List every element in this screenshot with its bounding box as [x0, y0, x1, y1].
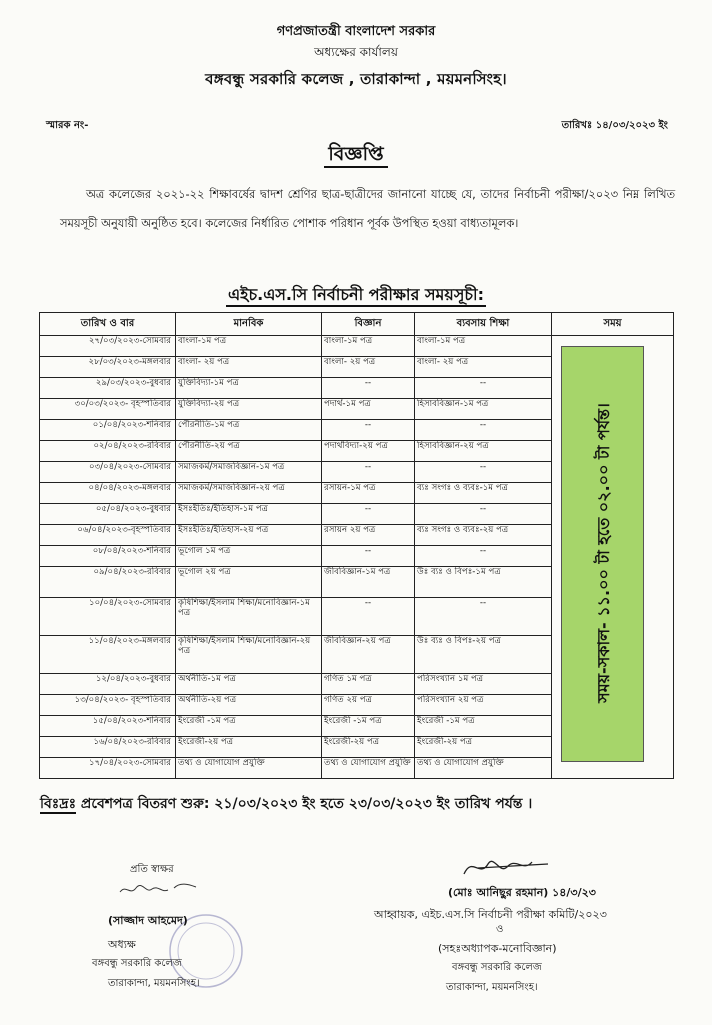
principal-role: অধ্যক্ষ	[108, 938, 136, 951]
principal-name: (সাজ্জাদ আহমেদ)	[108, 914, 188, 927]
cell-humanities: ইসঃইতিঃ/ইতিহাস-২য় পত্র	[176, 525, 322, 546]
cell-date: ২৯/০৩/২০২৩-বুধবার	[40, 378, 176, 399]
convener-role: আহ্বায়ক, এইচ.এস.সি নির্বাচনী পরীক্ষা কমিটি/২০২৩	[374, 908, 607, 921]
cell-science: --	[322, 420, 415, 441]
exam-time-text: সময়-সকাল- ১১.০০ টা হতে ০২.০০ টা পর্যন্ত।	[594, 403, 613, 703]
cell-date: ১৭/০৪/২০২৩-সোমবার	[40, 758, 176, 779]
cell-humanities: সমাজকর্ম/সমাজবিজ্ঞান-২য় পত্র	[176, 483, 322, 504]
cell-business: বাংলা- ২য় পত্র	[415, 357, 552, 378]
cell-business: --	[415, 378, 552, 399]
convener-place: তারাকান্দা, ময়মনসিংহ।	[446, 982, 538, 993]
cell-science: পদার্থবিদ্যা-২য় পত্র	[322, 441, 415, 462]
header-time: সময়	[552, 313, 674, 336]
cell-humanities: ইংরেজী-২য় পত্র	[176, 737, 322, 758]
convener-conjunction: ও	[496, 924, 504, 935]
header-date: তারিখ ও বার	[40, 313, 176, 336]
cell-business: ব্যঃ সংগঃ ও ব্যবঃ-১ম পত্র	[415, 483, 552, 504]
cell-business: --	[415, 462, 552, 483]
cell-business: --	[415, 598, 552, 636]
cell-date: ৩০/০৩/২০২৩- বৃহস্পতিবার	[40, 399, 176, 420]
cell-humanities: ইসঃইতিঃ/ইতিহাস-১ম পত্র	[176, 504, 322, 525]
cell-science: গণিত ১ম পত্র	[322, 674, 415, 695]
cell-date: ০৪/০৪/২০২৩-মঙ্গলবার	[40, 483, 176, 504]
cell-date: ২৮/০৩/২০২৩-মঙ্গলবার	[40, 357, 176, 378]
issue-date: তারিখঃ ১৪/০৩/২০২৩ ইং	[561, 120, 668, 131]
cell-business: তথ্য ও যোগাযোগ প্রযুক্তি	[415, 758, 552, 779]
convener-college: বঙ্গবন্ধু সরকারি কলেজ	[452, 962, 542, 973]
cell-science: রসায়ন-১ম পত্র	[322, 483, 415, 504]
footnote	[40, 792, 532, 816]
header-science: বিজ্ঞান	[322, 313, 415, 336]
schedule-title-text: এইচ.এস.সি নির্বাচনী পরীক্ষার সময়সূচী:	[226, 285, 486, 307]
cell-science: রসায়ন ২য় পত্র	[322, 525, 415, 546]
notice-title	[0, 140, 712, 172]
cell-science: জীববিজ্ঞান-১ম পত্র	[322, 567, 415, 598]
principal-signature	[118, 878, 198, 900]
cell-date: ০৩/০৪/২০২৩-সোমবার	[40, 462, 176, 483]
cell-business: ইংরেজী-২য় পত্র	[415, 737, 552, 758]
cell-science: ইংরেজী-২য় পত্র	[322, 737, 415, 758]
cell-humanities: অর্থনীতি-১ম পত্র	[176, 674, 322, 695]
cell-humanities: সমাজকর্ম/সমাজবিজ্ঞান-১ম পত্র	[176, 462, 322, 483]
cell-humanities: ভূগোল ২য় পত্র	[176, 567, 322, 598]
cell-date: ১১/০৪/২০২৩-মঙ্গলবার	[40, 636, 176, 674]
office-heading: অধ্যক্ষের কার্যালয়	[314, 45, 398, 59]
cell-business: উঃ ব্যঃ ও বিপঃ-২য় পত্র	[415, 636, 552, 674]
cell-science: --	[322, 546, 415, 567]
principal-place: তারাকান্দা, ময়মনসিংহ।	[108, 978, 200, 989]
cell-humanities: পৌরনীতি-১ম পত্র	[176, 420, 322, 441]
cell-business: উঃ ব্যঃ ও বিপঃ-১ম পত্র	[415, 567, 552, 598]
cell-humanities: ভূগোল ১ম পত্র	[176, 546, 322, 567]
cell-business: হিসাববিজ্ঞান-২য় পত্র	[415, 441, 552, 462]
cell-humanities: কৃষিশিক্ষা/ইসলাম শিক্ষা/মনোবিজ্ঞান-২য় পত্র	[176, 636, 322, 674]
cell-humanities: অর্থনীতি-২য় পত্র	[176, 695, 322, 716]
cell-date: ০৮/০৪/২০২৩-শনিবার	[40, 546, 176, 567]
footnote-text: প্রবেশপত্র বিতরণ শুরু: ২১/০৩/২০২৩ ইং হতে ২৩/০৩/২০২৩ ইং তারিখ পর্যন্ত ।	[76, 796, 533, 812]
cell-humanities: বাংলা-১ম পত্র	[176, 336, 322, 357]
govt-heading: গণপ্রজাতন্ত্রী বাংলাদেশ সরকার	[276, 24, 436, 39]
cell-date: ০৬/০৪/২০২৩-বৃহস্পতিবার	[40, 525, 176, 546]
convener-designation: (সহঃঅধ্যাপক-মনোবিজ্ঞান)	[438, 942, 557, 955]
table-header-row	[40, 313, 674, 336]
cell-humanities: যুক্তিবিদ্যা-১ম পত্র	[176, 378, 322, 399]
cell-humanities: পৌরনীতি-২য় পত্র	[176, 441, 322, 462]
cell-science: বাংলা- ২য় পত্র	[322, 357, 415, 378]
cell-science: পদার্থ-১ম পত্র	[322, 399, 415, 420]
cell-humanities: কৃষিশিক্ষা/ইসলাম শিক্ষা/মনোবিজ্ঞান-১ম পত্র	[176, 598, 322, 636]
cell-science: তথ্য ও যোগাযোগ প্রযুক্তি	[322, 758, 415, 779]
cell-science: জীববিজ্ঞান-২য় পত্র	[322, 636, 415, 674]
header-humanities: মানবিক	[176, 313, 322, 336]
cell-business: ব্যঃ সংগঃ ও ব্যবঃ-২য় পত্র	[415, 525, 552, 546]
cell-date: ১০/০৪/২০২৩-সোমবার	[40, 598, 176, 636]
cell-date: ০২/০৪/২০২৩-রবিবার	[40, 441, 176, 462]
header-business: ব্যবসায় শিক্ষা	[415, 313, 552, 336]
cell-humanities: ইংরেজী -১ম পত্র	[176, 716, 322, 737]
cell-date: ০৯/০৪/২০২৩-রবিবার	[40, 567, 176, 598]
schedule-title	[0, 282, 712, 309]
cell-date: ০১/০৪/২০২৩-শনিবার	[40, 420, 176, 441]
memo-number: স্মারক নং-	[46, 120, 89, 131]
cell-date: ০৫/০৪/২০২৩-বুধবার	[40, 504, 176, 525]
cell-science: বাংলা-১ম পত্র	[322, 336, 415, 357]
college-heading: বঙ্গবন্ধু সরকারি কলেজ , তারাকান্দা , ময়মনসিংহ।	[205, 70, 507, 88]
cell-humanities: যুক্তিবিদ্যা-২য় পত্র	[176, 399, 322, 420]
cell-business: --	[415, 420, 552, 441]
cell-business: --	[415, 504, 552, 525]
cell-business: --	[415, 546, 552, 567]
cell-science: --	[322, 598, 415, 636]
countersign-label: প্রতি স্বাক্ষর	[130, 864, 174, 875]
cell-date: ১৬/০৪/২০২৩-রবিবার	[40, 737, 176, 758]
notice-title-text: বিজ্ঞপ্তি	[324, 143, 387, 168]
cell-business: হিসাববিজ্ঞান-১ম পত্র	[415, 399, 552, 420]
cell-date: ২৭/০৩/২০২৩-সোমবার	[40, 336, 176, 357]
principal-college: বঙ্গবন্ধু সরকারি কলেজ	[92, 958, 182, 969]
footnote-label: বিঃদ্রঃ	[40, 796, 77, 812]
cell-science: --	[322, 378, 415, 399]
cell-science: ইংরেজী -১ম পত্র	[322, 716, 415, 737]
cell-business: বাংলা-১ম পত্র	[415, 336, 552, 357]
cell-science: গণিত ২য় পত্র	[322, 695, 415, 716]
cell-humanities: তথ্য ও যোগাযোগ প্রযুক্তি	[176, 758, 322, 779]
cell-humanities: বাংলা- ২য় পত্র	[176, 357, 322, 378]
cell-business: পরিসংখ্যান ২য় পত্র	[415, 695, 552, 716]
cell-science: --	[322, 462, 415, 483]
cell-date: ১৫/০৪/২০২৩-শনিবার	[40, 716, 176, 737]
convener-name: (মোঃ আনিছুর রহমান) ১৪/৩/২৩	[448, 886, 596, 899]
cell-science: --	[322, 504, 415, 525]
cell-date: ১৩/০৪/২০২৩- বৃহস্পতিবার	[40, 695, 176, 716]
cell-business: ইংরেজী -১ম পত্র	[415, 716, 552, 737]
convener-signature	[458, 852, 568, 882]
cell-business: পরিসংখ্যান ১ম পত্র	[415, 674, 552, 695]
notice-paragraph: অত্র কলেজের ২০২১-২২ শিক্ষাবর্ষের দ্বাদশ শ্রেণির ছাত্র-ছাত্রীদের জানানো যাচ্ছে যে, তাদের নির্বাচনী পরীক্ষা/২০২৩ নিম্ন লিখিত সময়সূচী অনুযায়ী অনুষ্ঠিত হবে। কলেজের নির্ধারিত পোশাক পরিধান পূর্বক উপস্থিত হওয়া বাধ্যতামূলক।	[60, 187, 675, 230]
cell-date: ১২/০৪/২০২৩-বুধবার	[40, 674, 176, 695]
